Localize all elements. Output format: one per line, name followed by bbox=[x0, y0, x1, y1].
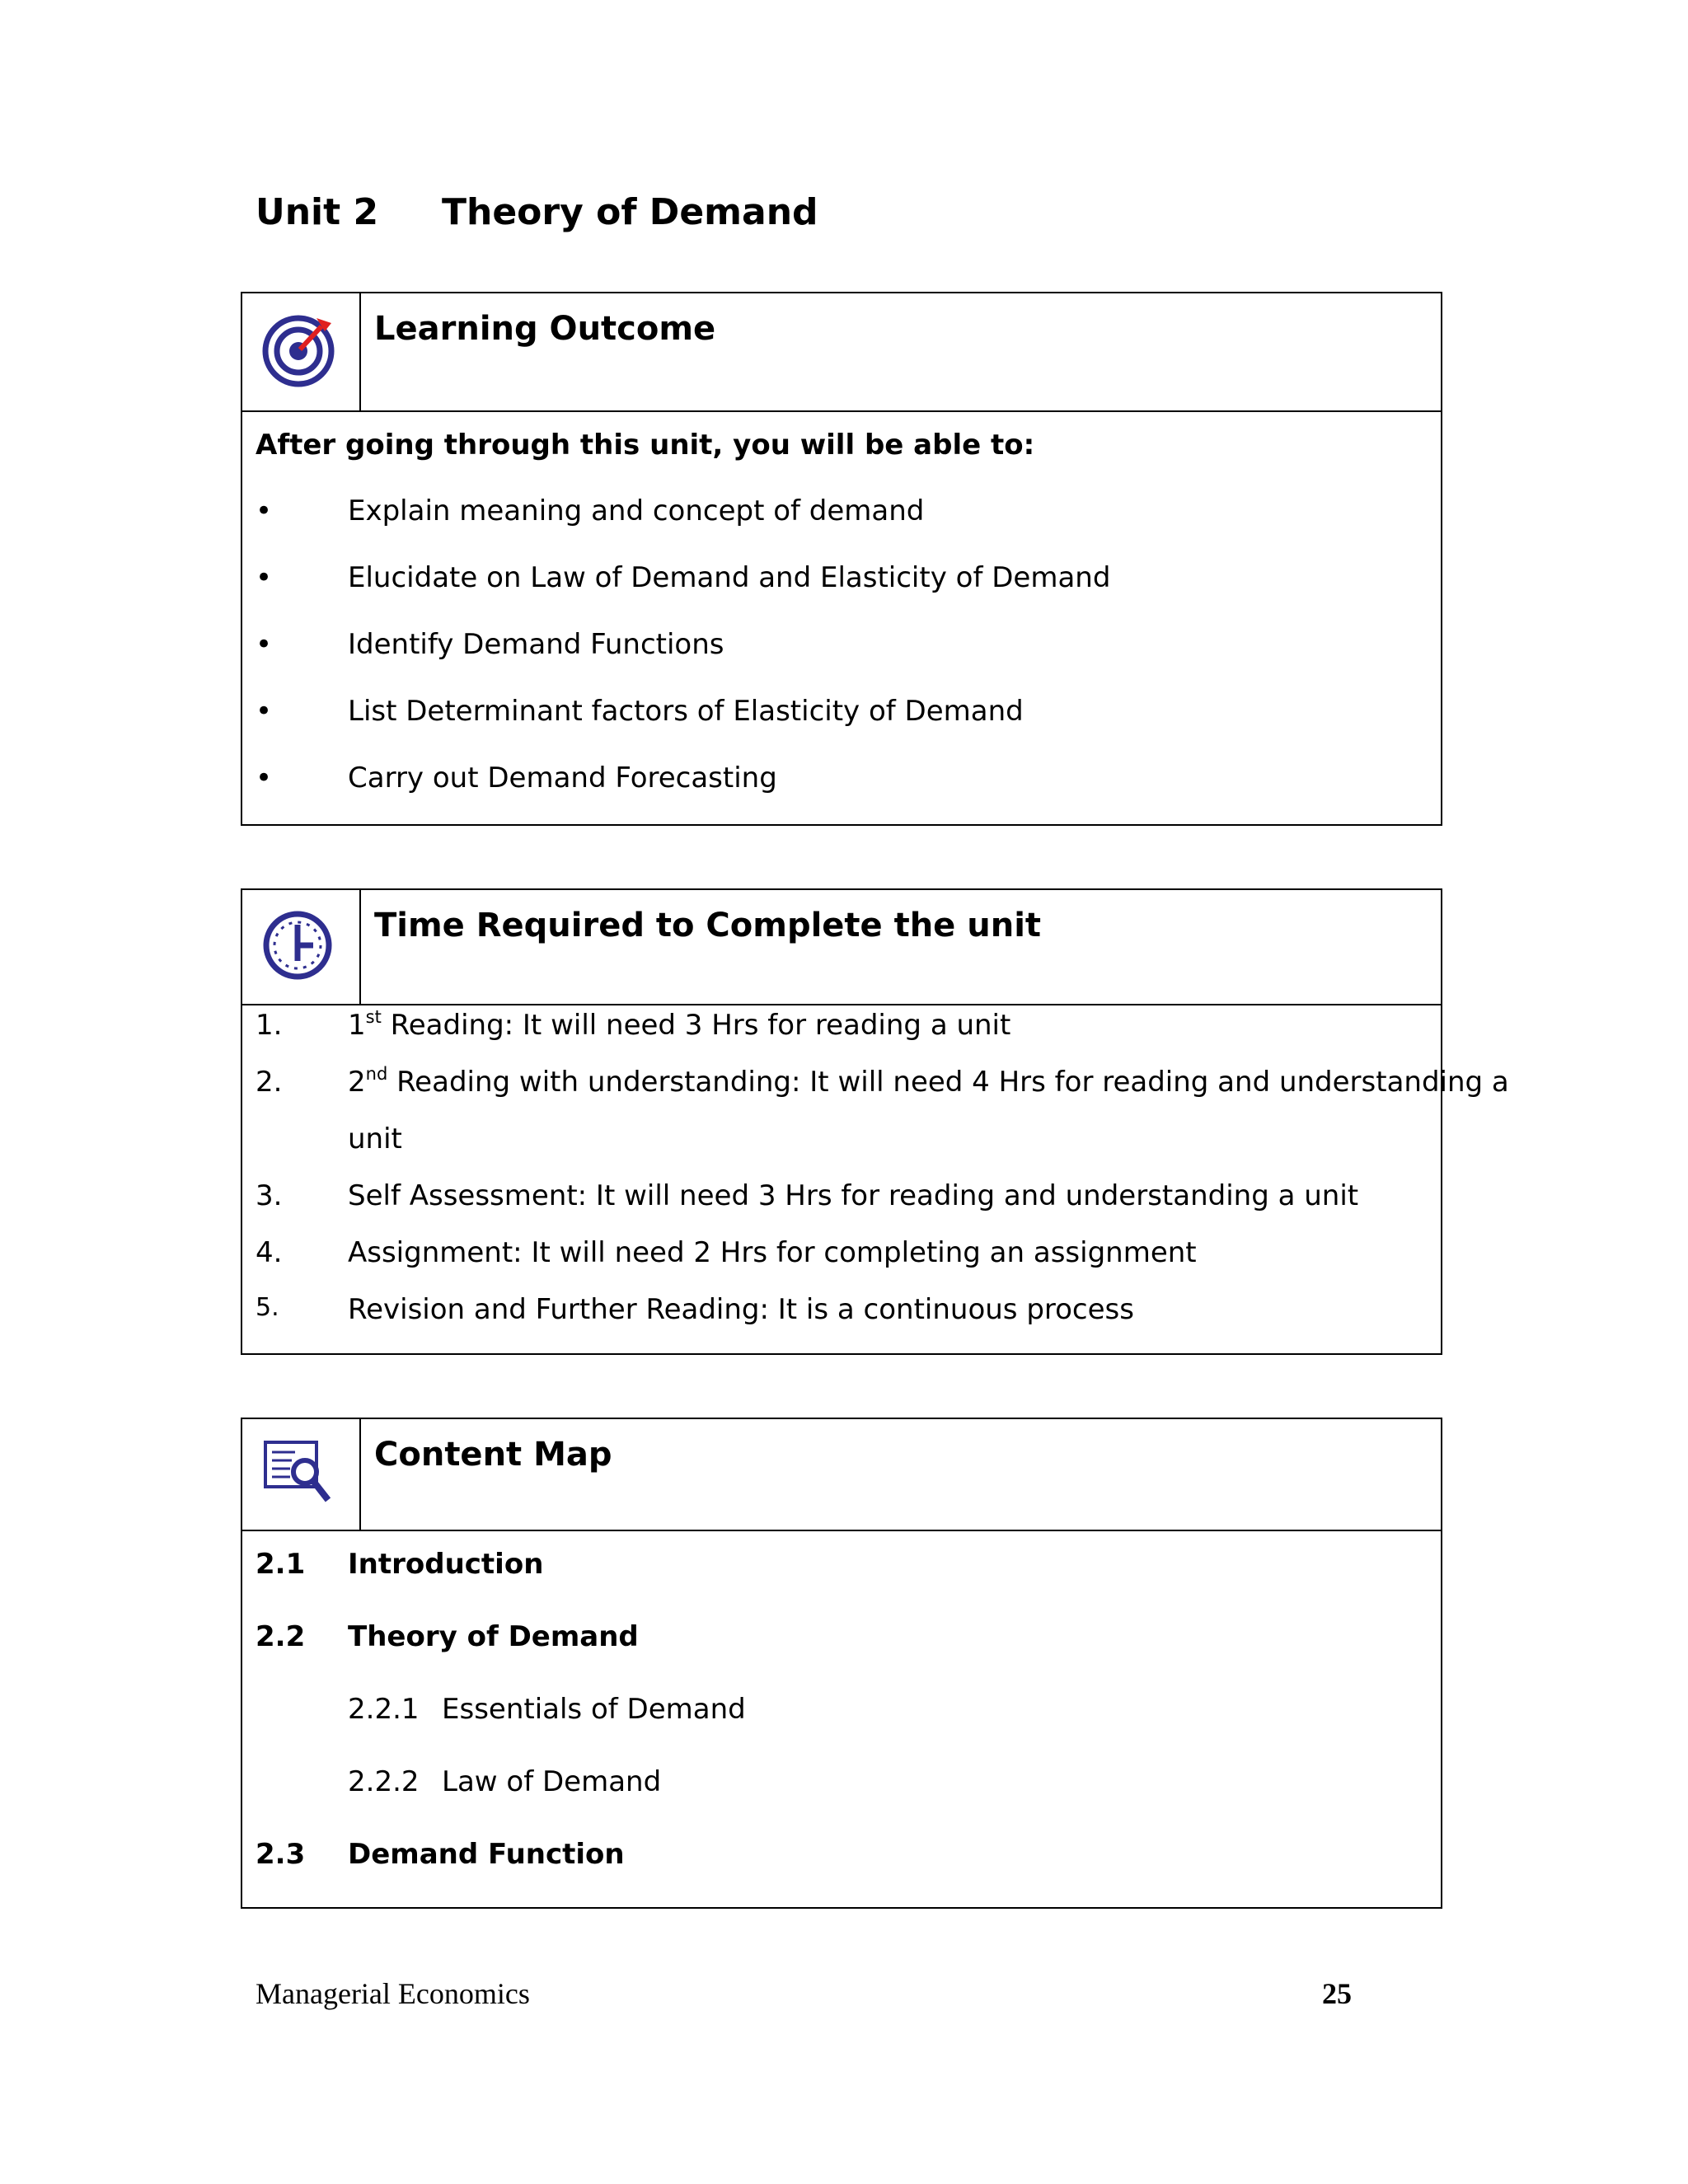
bullet: • bbox=[256, 494, 273, 527]
icon-cell bbox=[242, 890, 361, 1004]
content-map-heading: Content Map bbox=[374, 1436, 612, 1474]
target-icon bbox=[262, 312, 338, 387]
bullet: • bbox=[256, 695, 273, 728]
bullet: • bbox=[256, 762, 273, 794]
bullet: • bbox=[256, 628, 273, 661]
unit-heading bbox=[256, 191, 818, 233]
page-number: 25 bbox=[1322, 1977, 1352, 2010]
content-map-box: Content Map 2.1 Introduction 2.2 Theory of Demand 2.2.1 Essentials of Demand 2.2.2 Law of Demand 2.3 Demand Function bbox=[241, 1418, 1442, 1909]
time-required-heading: Time Required to Complete the unit bbox=[374, 907, 1042, 944]
time-required-header bbox=[242, 890, 1441, 1005]
unit-title: Theory of Demand bbox=[442, 191, 818, 233]
clock-icon bbox=[262, 910, 333, 981]
document-search-icon bbox=[262, 1439, 333, 1505]
time-required-box: Time Required to Complete the unit 1. 1st Reading: It will need 3 Hrs for reading a unit 2. 2nd Reading with understanding: It will need 4 Hrs for reading and understanding a unit 3. Self Assessment: It will need 3 Hrs for reading and understanding a unit 4. Assignment: It will need 2 Hrs for completing an assignment 5. Revision and Further Reading: It is a continuous process bbox=[241, 888, 1442, 1355]
icon-cell bbox=[242, 1419, 361, 1530]
learning-outcome-box: Learning Outcome After going through this unit, you will be able to: • Explain meaning and concept of demand • Elucidate on Law of Demand and Elasticity of Demand • Identify Demand Functions • List Determinant factors of Elasticity of Demand • Carry out Demand Forecasting bbox=[241, 292, 1442, 826]
learning-outcome-heading: Learning Outcome bbox=[374, 310, 716, 348]
learning-outcome-header bbox=[242, 293, 1441, 412]
learning-outcome-intro: After going through this unit, you will be able to: bbox=[256, 429, 1035, 462]
bullet: • bbox=[256, 561, 273, 594]
content-map-header bbox=[242, 1419, 1441, 1531]
unit-number: Unit 2 bbox=[256, 191, 379, 233]
footer-book-title: Managerial Economics bbox=[256, 1977, 530, 2010]
icon-cell bbox=[242, 293, 361, 410]
